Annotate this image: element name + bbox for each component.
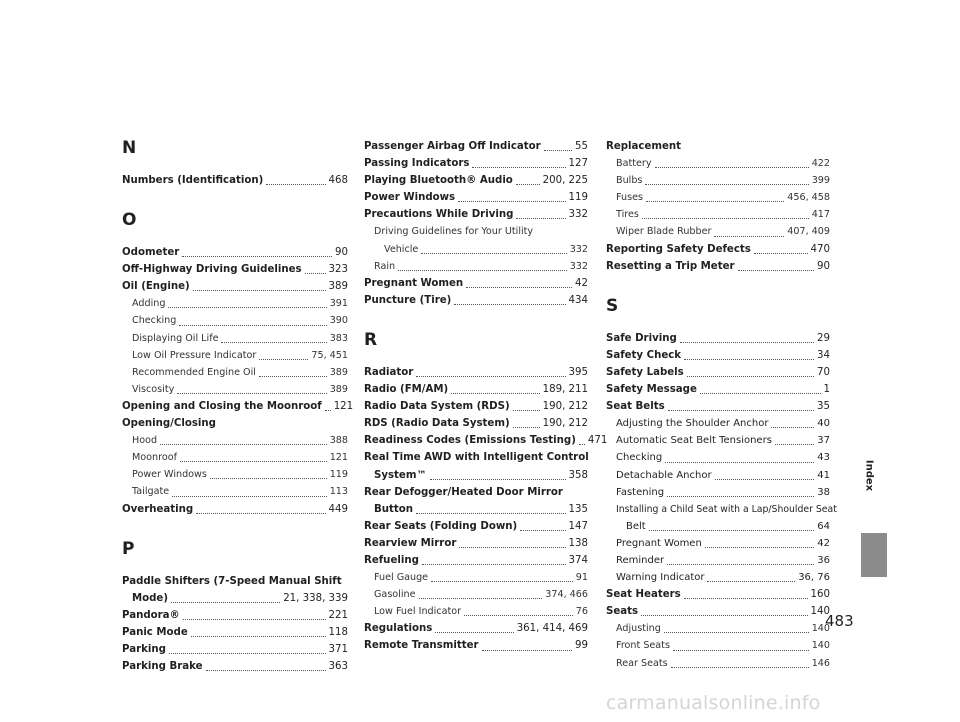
index-subentry: Moonroof 121 — [132, 452, 348, 464]
index-subentry: Wiper Blade Rubber 407, 409 — [616, 226, 830, 238]
index-entry: Overheating 449 — [122, 503, 348, 515]
index-entry: Real Time AWD with Intelligent Control — [364, 452, 589, 464]
index-subentry: Automatic Seat Belt Tensioners 37 — [616, 435, 830, 447]
index-subentry: Displaying Oil Life 383 — [132, 332, 348, 344]
section-letter-o: O — [122, 210, 137, 231]
index-entry: Precautions While Driving 332 — [364, 209, 588, 221]
index-subentry: Tailgate 113 — [132, 486, 348, 498]
index-entry: Safety Message 1 — [606, 384, 830, 396]
index-subentry: Fastening 38 — [616, 486, 830, 498]
index-subentry: Front Seats 140 — [616, 640, 830, 652]
index-column-3 — [606, 138, 837, 672]
index-entry: Reporting Safety Defects 470 — [606, 243, 830, 255]
section-tab-label: Index — [863, 459, 875, 492]
index-subentry: Pregnant Women 42 — [616, 537, 830, 549]
index-column-1 — [122, 138, 354, 675]
index-subentry: Detachable Anchor 41 — [616, 469, 830, 481]
index-subentry: Warning Indicator 36, 76 — [616, 572, 830, 584]
index-subentry: Hood 388 — [132, 435, 348, 447]
section-letter-s: S — [606, 295, 619, 316]
index-entry: Radiator 395 — [364, 366, 588, 378]
index-entry: RDS (Radio Data System) 190, 212 — [364, 418, 588, 430]
section-tab-marker — [861, 533, 887, 577]
index-subentry: Gasoline 374, 466 — [374, 589, 588, 601]
index-subentry: Fuses 456, 458 — [616, 192, 830, 204]
index-entry-continued: System™ 358 — [374, 469, 588, 481]
index-subentry: Rear Seats 146 — [616, 657, 830, 669]
index-entry: Paddle Shifters (7-Speed Manual Shift — [122, 575, 342, 587]
index-subentry: Fuel Gauge 91 — [374, 572, 588, 584]
index-entry: Replacement — [606, 141, 682, 152]
index-entry: Power Windows 119 — [364, 192, 588, 204]
index-subentry: Low Fuel Indicator 76 — [374, 606, 588, 618]
index-column-2 — [364, 138, 608, 655]
index-entry: Opening/Closing — [122, 418, 216, 430]
index-entry: Passing Indicators 127 — [364, 158, 588, 170]
watermark: carmanualsonline.info — [606, 692, 821, 714]
index-subentry: Vehicle 332 — [384, 243, 588, 255]
index-entry: Resetting a Trip Meter 90 — [606, 260, 830, 272]
index-entry: Readiness Codes (Emissions Testing) 471 — [364, 435, 608, 447]
index-subentry: Bulbs 399 — [616, 175, 830, 187]
section-letter-n: N — [122, 138, 137, 158]
section-letter-r: R — [364, 329, 378, 350]
index-subentry: Battery 422 — [616, 158, 830, 170]
index-entry: Passenger Airbag Off Indicator 55 — [364, 141, 588, 152]
index-entry-continued: Button 135 — [374, 503, 588, 515]
index-entry: Seat Heaters 160 — [606, 589, 830, 601]
index-entry: Rear Defogger/Heated Door Mirror — [364, 486, 563, 498]
index-entry: Parking Brake 363 — [122, 661, 348, 673]
index-entry: Panic Mode 118 — [122, 626, 348, 638]
index-subentry: Viscosity 389 — [132, 383, 348, 395]
index-subentry: Adjusting 140 — [616, 623, 830, 635]
index-entry: Pandora® 221 — [122, 609, 348, 621]
index-entry-continued: Mode) 21, 338, 339 — [132, 592, 348, 604]
index-subentry: Tires 417 — [616, 209, 830, 221]
index-entry: Safety Labels 70 — [606, 366, 830, 378]
index-subentry: Adding 391 — [132, 298, 348, 310]
index-entry: Remote Transmitter 99 — [364, 640, 588, 652]
index-entry: Radio (FM/AM) 189, 211 — [364, 384, 588, 396]
index-entry: Regulations 361, 414, 469 — [364, 623, 588, 635]
index-entry: Safety Check 34 — [606, 349, 830, 361]
index-entry: Radio Data System (RDS) 190, 212 — [364, 401, 588, 413]
index-subentry: Reminder 36 — [616, 554, 830, 566]
index-entry: Seat Belts 35 — [606, 401, 830, 413]
index-entry: Parking 371 — [122, 643, 348, 655]
index-entry: Playing Bluetooth® Audio 200, 225 — [364, 175, 588, 187]
index-entry: Off-Highway Driving Guidelines 323 — [122, 264, 348, 276]
index-subentry: Adjusting the Shoulder Anchor 40 — [616, 418, 830, 430]
index-entry: Puncture (Tire) 434 — [364, 294, 588, 306]
index-entry: Pregnant Women 42 — [364, 277, 588, 289]
index-subentry: Checking 390 — [132, 315, 348, 327]
index-entry: Opening and Closing the Moonroof 121 — [122, 400, 354, 412]
index-subentry: Low Oil Pressure Indicator 75, 451 — [132, 349, 348, 361]
index-entry: Safe Driving 29 — [606, 332, 830, 344]
index-entry: Rear Seats (Folding Down) 147 — [364, 520, 588, 532]
section-letter-p: P — [122, 538, 135, 559]
index-entry: Odometer 90 — [122, 247, 348, 259]
index-subentry: Rain 332 — [374, 260, 588, 272]
index-entry: Numbers (Identification) 468 — [122, 175, 348, 186]
index-subentry: Driving Guidelines for Your Utility — [374, 226, 534, 238]
index-entry: Seats 140 — [606, 606, 830, 618]
index-entry: Oil (Engine) 389 — [122, 281, 348, 293]
index-entry: Rearview Mirror 138 — [364, 537, 588, 549]
index-subentry: Installing a Child Seat with a Lap/Shoulder Seat — [616, 503, 837, 515]
index-subentry: Checking 43 — [616, 452, 830, 464]
index-entry: Refueling 374 — [364, 554, 588, 566]
index-subentry: Power Windows 119 — [132, 469, 348, 481]
index-subentry: Belt 64 — [626, 520, 830, 532]
page-number: 483 — [825, 612, 854, 630]
index-subentry: Recommended Engine Oil 389 — [132, 366, 348, 378]
